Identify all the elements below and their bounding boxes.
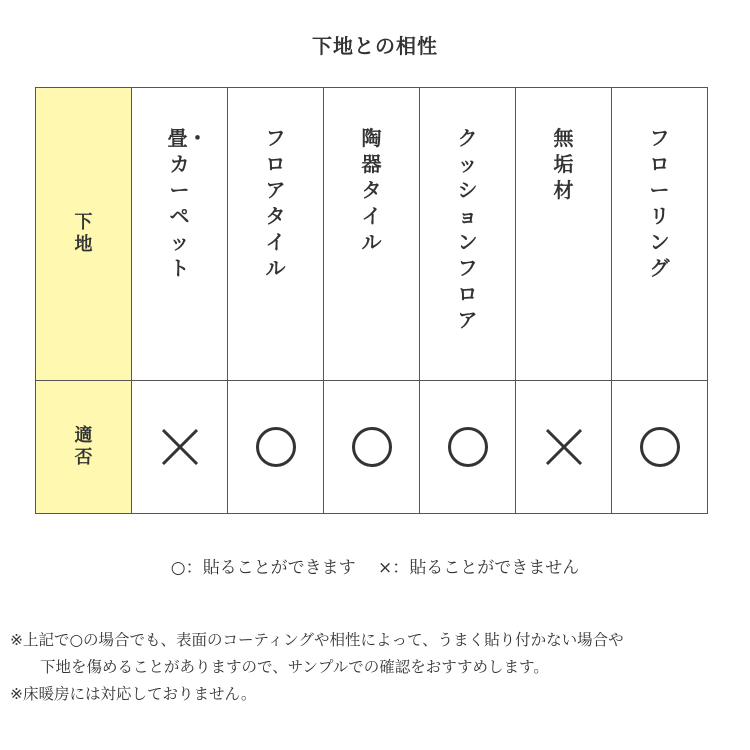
note-line: ※上記で○の場合でも、表面のコーティングや相性によって、うまく貼り付かない場合や — [10, 631, 624, 649]
table-header-row — [36, 88, 708, 381]
column-name: 陶器タイル — [361, 126, 382, 254]
column-name: 無垢材 — [553, 126, 574, 202]
table-value-row — [36, 381, 708, 514]
note-line: 下地を傷めることがありますので、サンプルでの確認をおすすめします。 — [40, 658, 549, 676]
row-label-value: 適否 — [74, 425, 93, 468]
column-name: フロアタイル — [265, 126, 286, 280]
value-cell — [516, 381, 612, 514]
cross-icon — [544, 427, 584, 467]
circle-icon — [255, 426, 297, 468]
circle-icon — [351, 426, 393, 468]
column-name: フローリング — [649, 126, 670, 280]
column-header-solid-wood — [516, 88, 612, 381]
value-cell — [228, 381, 324, 514]
value-cell — [324, 381, 420, 514]
column-name: クッションフロア — [457, 126, 478, 332]
legend: ○：貼ることができます ×：貼ることができません — [170, 558, 580, 578]
column-header-ceramic-tile — [324, 88, 420, 381]
notes — [10, 627, 624, 708]
circle-icon — [639, 426, 681, 468]
column-header-tatami-carpet — [132, 88, 228, 381]
value-label-cell — [36, 381, 132, 514]
column-name: 畳・カーペット — [167, 126, 208, 280]
header-label-cell — [36, 88, 132, 381]
column-header-floor-tile — [228, 88, 324, 381]
value-cell — [132, 381, 228, 514]
value-cell — [420, 381, 516, 514]
circle-icon — [447, 426, 489, 468]
column-header-cushion-floor — [420, 88, 516, 381]
page-title: 下地との相性 — [312, 34, 438, 58]
cross-icon — [160, 427, 200, 467]
row-label-header: 下地 — [74, 212, 93, 255]
column-header-flooring — [612, 88, 708, 381]
note-line: ※床暖房には対応しておりません。 — [10, 685, 257, 703]
compatibility-table — [35, 87, 708, 514]
value-cell — [612, 381, 708, 514]
